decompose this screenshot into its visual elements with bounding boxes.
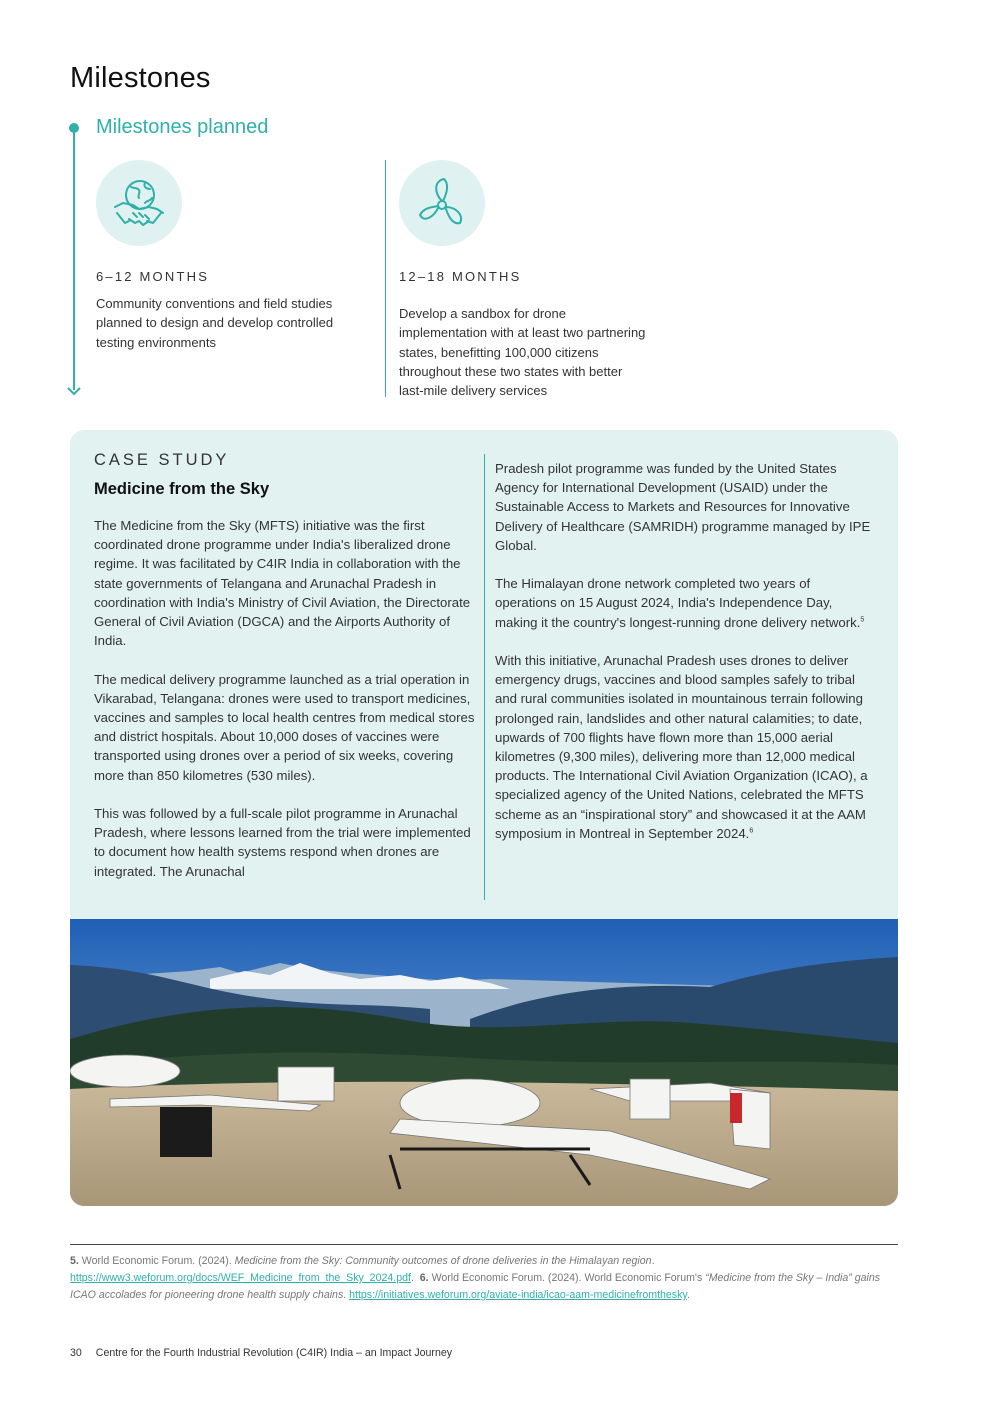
milestone-description: Community conventions and field studies planned to design and develop controlled testing environments (96, 296, 334, 350)
footnote-6-title: “Medicine from the Sky – India” gains ICAO accolades for pioneering drone health supply chains (70, 1272, 881, 1301)
case-study-title: Medicine from the Sky (94, 480, 270, 498)
timeline-arrow-down-icon (66, 384, 82, 398)
case-study-paragraph: The Medicine from the Sky (MFTS) initiative was the first coordinated drone programme under India's liberalized drone regime. It was facilitated by C4IR India in collaboration with the state governments of Telangana and Arunachal Pradesh in coordination with India's Ministry of Civil Aviation, the Directorate General of Civil Aviation (DGCA) and the Airports Authority of India. (94, 518, 471, 649)
footnote-5-link[interactable]: https://www3.weforum.org/docs/WEF_Medicine_from_the_Sky_2024.pdf (70, 1272, 411, 1284)
footnote-6-number: 6. (419, 1272, 429, 1284)
case-study-paragraph: The medical delivery programme launched as a trial operation in Vikarabad, Telangana: drones were used to transport medicines, vaccines and samples to local health centres from medical stores and district hospitals. About 10,000 doses of vaccines were transported using drones over a period of six weeks, covering more than 850 kilometres (530 miles). (94, 671, 475, 783)
footnote-5-text: World Economic Forum. (2024). (78, 1255, 235, 1267)
milestone-icon-circle (96, 160, 182, 246)
footnote-5-title: Medicine from the Sky: Community outcomes of drone deliveries in the Himalayan region (234, 1255, 652, 1267)
milestone-period: 6–12 MONTHS (96, 269, 210, 284)
case-study-paragraph (495, 574, 875, 632)
footnote-ref-5[interactable]: 5 (860, 616, 865, 624)
milestone-item (399, 160, 649, 400)
case-study-card (70, 430, 898, 1206)
milestone-icon-circle (399, 160, 485, 246)
page-footer (70, 1347, 452, 1359)
footnote-rule (70, 1244, 898, 1245)
timeline-line (73, 128, 75, 390)
paragraph-text: With this initiative, Arunachal Pradesh uses drones to deliver emergency drugs, vaccines and blood samples safely to tribal and rural communities isolated in mountainous terrain following prolonged rain, landslides and other natural calamities; to date, upwards of 700 flights have flown more than 15,000 aerial kilometres (9,300 miles), delivering more than 12,000 medical products. The International Civil Aviation Organization (ICAO), a specialized agency of the United Nations, celebrated the MFTS scheme as an “inspirational story” and showcased it at the AAM symposium in Montreal in September 2024. (495, 653, 868, 841)
case-study-left-column (94, 516, 476, 881)
footnote-6-link[interactable]: https://initiatives.weforum.org/aviate-india/icao-aam-medicinefromthesky (349, 1289, 687, 1301)
footnote-ref-6[interactable]: 6 (749, 827, 754, 835)
milestone-description: Develop a sandbox for drone implementation with at least two partnering states, benefitting 100,000 citizens throughout these two states with better last-mile delivery services (399, 306, 646, 399)
case-study-paragraph (495, 651, 875, 843)
drones-mountain-photo (70, 919, 898, 1206)
footnote-6-text: World Economic Forum. (2024). World Economic Forum's (428, 1272, 706, 1284)
paragraph-text: The Himalayan drone network completed two years of operations on 15 August 2024, India's Independence Day, making it the country's longest-running drone delivery network. (495, 576, 861, 630)
milestones-heading: Milestones planned (96, 116, 269, 138)
milestone-divider (385, 160, 386, 397)
footnotes: 5. World Economic Forum. (2024). Medicine from the Sky: Community outcomes of drone deliveries in the Himalayan region. https://www3.weforum.org/docs/WEF_Medicine_from_the_Sky_2024.pdf. 6. World Economic Forum. (2024). World Economic Forum's “Medicine from the Sky – India” gains ICAO accolades for pioneering drone health supply chains. https://initiatives.weforum.org/aviate-india/icao-aam-medicinefromthesky. (70, 1255, 881, 1301)
column-divider (484, 454, 485, 900)
case-study-paragraph: Pradesh pilot programme was funded by the United States Agency for International Development (USAID) under the Sustainable Access to Markets and Resources for Innovative Delivery of Healthcare (SAMRIDH) programme managed by IPE Global. (495, 461, 871, 553)
page-title: Milestones (70, 62, 211, 94)
timeline-start-dot (69, 123, 79, 133)
case-study-paragraph: This was followed by a full-scale pilot programme in Arunachal Pradesh, where lessons learned from the trial were implemented to document how health systems respond when drones are integrated. The Arunachal (94, 806, 471, 879)
case-study-label: CASE STUDY (94, 451, 230, 469)
milestone-item (96, 160, 358, 352)
footnote-5-number: 5. (70, 1255, 79, 1267)
milestone-period: 12–18 MONTHS (399, 269, 522, 284)
handshake-globe-icon (109, 173, 169, 233)
propeller-icon (412, 173, 472, 233)
case-study-right-column (495, 459, 875, 843)
footer-title: Centre for the Fourth Industrial Revolution (C4IR) India – an Impact Journey (95, 1347, 453, 1359)
page-number: 30 (70, 1347, 82, 1359)
